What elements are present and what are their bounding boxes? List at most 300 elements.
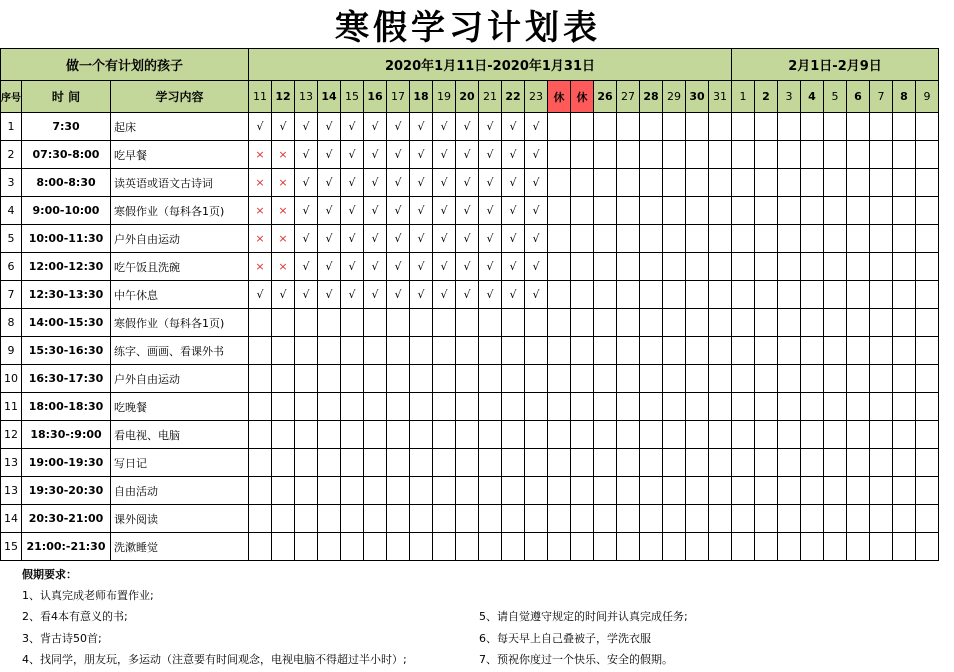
- empty-cell: [640, 309, 663, 337]
- empty-cell: [341, 533, 364, 561]
- table-row: [1, 113, 939, 141]
- empty-cell: [617, 113, 640, 141]
- row-content: 洗漱睡觉: [111, 533, 249, 561]
- row-content: 吃早餐: [111, 141, 249, 169]
- empty-cell: [686, 337, 709, 365]
- empty-cell: [410, 421, 433, 449]
- empty-cell: [295, 449, 318, 477]
- empty-cell: [732, 337, 755, 365]
- empty-cell: [893, 281, 916, 309]
- empty-cell: [709, 477, 732, 505]
- table-row: [1, 141, 939, 169]
- day-header: 9: [916, 81, 939, 113]
- row-seq: 10: [1, 365, 22, 393]
- table-row: [1, 197, 939, 225]
- empty-cell: [272, 477, 295, 505]
- check-mark: √: [341, 113, 364, 141]
- check-mark: √: [387, 225, 410, 253]
- check-mark: √: [502, 225, 525, 253]
- check-mark: √: [318, 169, 341, 197]
- empty-cell: [778, 393, 801, 421]
- empty-cell: [617, 533, 640, 561]
- empty-cell: [364, 393, 387, 421]
- empty-cell: [410, 449, 433, 477]
- day-header: 1: [732, 81, 755, 113]
- empty-cell: [548, 505, 571, 533]
- check-mark: √: [433, 197, 456, 225]
- empty-cell: [732, 169, 755, 197]
- empty-cell: [571, 253, 594, 281]
- empty-cell: [755, 449, 778, 477]
- empty-cell: [617, 449, 640, 477]
- empty-cell: [295, 477, 318, 505]
- empty-cell: [801, 365, 824, 393]
- check-mark: √: [525, 141, 548, 169]
- empty-cell: [525, 421, 548, 449]
- row-seq: 9: [1, 337, 22, 365]
- empty-cell: [571, 477, 594, 505]
- check-mark: √: [410, 169, 433, 197]
- check-mark: √: [433, 281, 456, 309]
- empty-cell: [663, 141, 686, 169]
- row-content: 户外自由运动: [111, 225, 249, 253]
- empty-cell: [387, 393, 410, 421]
- empty-cell: [778, 281, 801, 309]
- empty-cell: [341, 365, 364, 393]
- empty-cell: [916, 197, 939, 225]
- check-mark: √: [249, 281, 272, 309]
- empty-cell: [847, 533, 870, 561]
- empty-cell: [617, 309, 640, 337]
- empty-cell: [732, 113, 755, 141]
- check-mark: √: [433, 225, 456, 253]
- empty-cell: [778, 505, 801, 533]
- empty-cell: [617, 505, 640, 533]
- check-mark: √: [272, 113, 295, 141]
- empty-cell: [893, 421, 916, 449]
- check-mark: √: [341, 253, 364, 281]
- empty-cell: [755, 225, 778, 253]
- header-row-days: [1, 81, 939, 113]
- empty-cell: [387, 421, 410, 449]
- empty-cell: [870, 169, 893, 197]
- empty-cell: [456, 421, 479, 449]
- empty-cell: [732, 309, 755, 337]
- empty-cell: [870, 477, 893, 505]
- empty-cell: [249, 421, 272, 449]
- row-content: 寒假作业（每科各1页): [111, 309, 249, 337]
- day-header: 5: [824, 81, 847, 113]
- empty-cell: [364, 337, 387, 365]
- empty-cell: [801, 141, 824, 169]
- empty-cell: [778, 533, 801, 561]
- empty-cell: [387, 449, 410, 477]
- empty-cell: [824, 477, 847, 505]
- empty-cell: [548, 337, 571, 365]
- empty-cell: [847, 477, 870, 505]
- empty-cell: [571, 225, 594, 253]
- empty-cell: [663, 505, 686, 533]
- empty-cell: [525, 533, 548, 561]
- row-seq: 13: [1, 477, 22, 505]
- empty-cell: [548, 169, 571, 197]
- empty-cell: [640, 421, 663, 449]
- check-mark: √: [456, 169, 479, 197]
- check-mark: √: [525, 225, 548, 253]
- empty-cell: [433, 505, 456, 533]
- empty-cell: [617, 337, 640, 365]
- empty-cell: [686, 309, 709, 337]
- row-seq: 13: [1, 449, 22, 477]
- empty-cell: [617, 225, 640, 253]
- empty-cell: [663, 393, 686, 421]
- check-mark: √: [387, 169, 410, 197]
- empty-cell: [548, 421, 571, 449]
- empty-cell: [364, 449, 387, 477]
- cross-mark: ×: [249, 169, 272, 197]
- empty-cell: [686, 533, 709, 561]
- empty-cell: [824, 533, 847, 561]
- table-row: [1, 225, 939, 253]
- empty-cell: [341, 505, 364, 533]
- empty-cell: [893, 253, 916, 281]
- check-mark: √: [341, 281, 364, 309]
- check-mark: √: [387, 253, 410, 281]
- empty-cell: [548, 113, 571, 141]
- empty-cell: [571, 197, 594, 225]
- empty-cell: [847, 253, 870, 281]
- check-mark: √: [479, 281, 502, 309]
- empty-cell: [755, 421, 778, 449]
- empty-cell: [617, 281, 640, 309]
- empty-cell: [548, 449, 571, 477]
- table-row: [1, 533, 939, 561]
- empty-cell: [709, 253, 732, 281]
- empty-cell: [272, 337, 295, 365]
- empty-cell: [824, 421, 847, 449]
- empty-cell: [732, 449, 755, 477]
- empty-cell: [916, 113, 939, 141]
- page-title: 寒假学习计划表: [335, 7, 601, 48]
- empty-cell: [410, 337, 433, 365]
- table-row: [1, 421, 939, 449]
- empty-cell: [916, 505, 939, 533]
- empty-cell: [433, 337, 456, 365]
- empty-cell: [479, 309, 502, 337]
- day-header: 7: [870, 81, 893, 113]
- empty-cell: [640, 197, 663, 225]
- row-time: 12:00-12:30: [22, 253, 111, 281]
- empty-cell: [778, 169, 801, 197]
- check-mark: √: [341, 225, 364, 253]
- empty-cell: [295, 365, 318, 393]
- check-mark: √: [295, 281, 318, 309]
- table-row: [1, 309, 939, 337]
- check-mark: √: [364, 253, 387, 281]
- empty-cell: [824, 449, 847, 477]
- empty-cell: [893, 533, 916, 561]
- empty-cell: [410, 533, 433, 561]
- empty-cell: [847, 113, 870, 141]
- empty-cell: [663, 421, 686, 449]
- empty-cell: [433, 365, 456, 393]
- empty-cell: [640, 337, 663, 365]
- day-header: 3: [778, 81, 801, 113]
- empty-cell: [663, 253, 686, 281]
- empty-cell: [916, 309, 939, 337]
- empty-cell: [341, 393, 364, 421]
- empty-cell: [548, 477, 571, 505]
- empty-cell: [732, 253, 755, 281]
- empty-cell: [479, 393, 502, 421]
- empty-cell: [249, 365, 272, 393]
- column-header-seq: 序号: [1, 81, 22, 113]
- empty-cell: [341, 309, 364, 337]
- check-mark: √: [387, 281, 410, 309]
- empty-cell: [272, 421, 295, 449]
- empty-cell: [640, 141, 663, 169]
- empty-cell: [801, 253, 824, 281]
- table-row: [1, 477, 939, 505]
- row-seq: 7: [1, 281, 22, 309]
- day-header: 2: [755, 81, 778, 113]
- empty-cell: [571, 505, 594, 533]
- empty-cell: [847, 225, 870, 253]
- note-item: 2、看4本有意义的书;: [22, 610, 128, 623]
- empty-cell: [548, 533, 571, 561]
- empty-cell: [617, 421, 640, 449]
- empty-cell: [456, 365, 479, 393]
- empty-cell: [916, 393, 939, 421]
- day-header: 13: [295, 81, 318, 113]
- empty-cell: [893, 141, 916, 169]
- check-mark: √: [249, 113, 272, 141]
- row-time: 14:00-15:30: [22, 309, 111, 337]
- day-header: 14: [318, 81, 341, 113]
- empty-cell: [663, 449, 686, 477]
- empty-cell: [272, 309, 295, 337]
- empty-cell: [778, 197, 801, 225]
- empty-cell: [571, 281, 594, 309]
- empty-cell: [341, 477, 364, 505]
- empty-cell: [916, 141, 939, 169]
- empty-cell: [847, 449, 870, 477]
- empty-cell: [686, 449, 709, 477]
- empty-cell: [801, 421, 824, 449]
- check-mark: √: [410, 197, 433, 225]
- empty-cell: [456, 505, 479, 533]
- empty-cell: [755, 169, 778, 197]
- check-mark: √: [410, 141, 433, 169]
- empty-cell: [433, 393, 456, 421]
- empty-cell: [755, 113, 778, 141]
- empty-cell: [502, 477, 525, 505]
- day-header: 4: [801, 81, 824, 113]
- empty-cell: [433, 421, 456, 449]
- empty-cell: [318, 393, 341, 421]
- empty-cell: [778, 365, 801, 393]
- empty-cell: [686, 141, 709, 169]
- empty-cell: [893, 337, 916, 365]
- empty-cell: [594, 365, 617, 393]
- row-time: 18:30-:9:00: [22, 421, 111, 449]
- empty-cell: [456, 337, 479, 365]
- empty-cell: [778, 309, 801, 337]
- empty-cell: [732, 225, 755, 253]
- day-header: 21: [479, 81, 502, 113]
- empty-cell: [479, 505, 502, 533]
- day-header: 23: [525, 81, 548, 113]
- empty-cell: [916, 477, 939, 505]
- empty-cell: [387, 365, 410, 393]
- check-mark: √: [295, 253, 318, 281]
- check-mark: √: [502, 113, 525, 141]
- day-header: 29: [663, 81, 686, 113]
- empty-cell: [364, 309, 387, 337]
- empty-cell: [387, 309, 410, 337]
- empty-cell: [778, 225, 801, 253]
- cross-mark: ×: [272, 169, 295, 197]
- empty-cell: [893, 309, 916, 337]
- empty-cell: [916, 337, 939, 365]
- empty-cell: [870, 337, 893, 365]
- empty-cell: [640, 365, 663, 393]
- day-header-rest: 休: [571, 81, 594, 113]
- row-time: 7:30: [22, 113, 111, 141]
- empty-cell: [640, 169, 663, 197]
- empty-cell: [433, 533, 456, 561]
- empty-cell: [318, 309, 341, 337]
- empty-cell: [686, 505, 709, 533]
- empty-cell: [847, 393, 870, 421]
- empty-cell: [755, 365, 778, 393]
- empty-cell: [686, 113, 709, 141]
- empty-cell: [456, 533, 479, 561]
- check-mark: √: [318, 225, 341, 253]
- empty-cell: [433, 309, 456, 337]
- empty-cell: [594, 505, 617, 533]
- empty-cell: [778, 421, 801, 449]
- table-row: [1, 449, 939, 477]
- empty-cell: [870, 141, 893, 169]
- empty-cell: [525, 449, 548, 477]
- empty-cell: [548, 225, 571, 253]
- empty-cell: [571, 393, 594, 421]
- empty-cell: [318, 505, 341, 533]
- cross-mark: ×: [249, 141, 272, 169]
- empty-cell: [387, 337, 410, 365]
- row-seq: 4: [1, 197, 22, 225]
- check-mark: √: [318, 141, 341, 169]
- table-row: [1, 169, 939, 197]
- empty-cell: [571, 113, 594, 141]
- check-mark: √: [456, 281, 479, 309]
- empty-cell: [640, 449, 663, 477]
- row-content: 自由活动: [111, 477, 249, 505]
- empty-cell: [801, 505, 824, 533]
- table-row: [1, 393, 939, 421]
- empty-cell: [916, 225, 939, 253]
- empty-cell: [617, 197, 640, 225]
- empty-cell: [824, 365, 847, 393]
- table-row: [1, 281, 939, 309]
- empty-cell: [249, 309, 272, 337]
- empty-cell: [755, 533, 778, 561]
- empty-cell: [387, 505, 410, 533]
- empty-cell: [295, 533, 318, 561]
- empty-cell: [686, 281, 709, 309]
- day-header: 11: [249, 81, 272, 113]
- check-mark: √: [502, 253, 525, 281]
- empty-cell: [916, 365, 939, 393]
- empty-cell: [824, 225, 847, 253]
- empty-cell: [709, 337, 732, 365]
- column-header-time: 时 间: [22, 81, 111, 113]
- empty-cell: [594, 253, 617, 281]
- empty-cell: [364, 505, 387, 533]
- empty-cell: [870, 113, 893, 141]
- column-header-content: 学习内容: [111, 81, 249, 113]
- empty-cell: [318, 477, 341, 505]
- empty-cell: [249, 477, 272, 505]
- row-time: 10:00-11:30: [22, 225, 111, 253]
- empty-cell: [801, 225, 824, 253]
- row-time: 8:00-8:30: [22, 169, 111, 197]
- check-mark: √: [525, 253, 548, 281]
- empty-cell: [870, 505, 893, 533]
- empty-cell: [640, 253, 663, 281]
- note-item: 7、预祝你度过一个快乐、安全的假期。: [479, 653, 673, 666]
- check-mark: √: [525, 281, 548, 309]
- cross-mark: ×: [272, 253, 295, 281]
- empty-cell: [870, 533, 893, 561]
- empty-cell: [594, 533, 617, 561]
- check-mark: √: [410, 253, 433, 281]
- empty-cell: [824, 113, 847, 141]
- check-mark: √: [502, 281, 525, 309]
- empty-cell: [594, 225, 617, 253]
- empty-cell: [801, 281, 824, 309]
- row-time: 20:30-21:00: [22, 505, 111, 533]
- check-mark: √: [433, 169, 456, 197]
- empty-cell: [755, 281, 778, 309]
- empty-cell: [479, 477, 502, 505]
- empty-cell: [617, 365, 640, 393]
- empty-cell: [893, 365, 916, 393]
- empty-cell: [571, 365, 594, 393]
- empty-cell: [778, 337, 801, 365]
- empty-cell: [364, 421, 387, 449]
- empty-cell: [870, 449, 893, 477]
- empty-cell: [916, 421, 939, 449]
- empty-cell: [755, 141, 778, 169]
- table-row: [1, 253, 939, 281]
- day-header: 19: [433, 81, 456, 113]
- empty-cell: [571, 421, 594, 449]
- empty-cell: [341, 337, 364, 365]
- empty-cell: [663, 533, 686, 561]
- check-mark: √: [295, 141, 318, 169]
- empty-cell: [663, 281, 686, 309]
- empty-cell: [387, 533, 410, 561]
- empty-cell: [594, 141, 617, 169]
- empty-cell: [893, 505, 916, 533]
- empty-cell: [502, 505, 525, 533]
- check-mark: √: [364, 225, 387, 253]
- empty-cell: [870, 225, 893, 253]
- empty-cell: [847, 421, 870, 449]
- check-mark: √: [502, 169, 525, 197]
